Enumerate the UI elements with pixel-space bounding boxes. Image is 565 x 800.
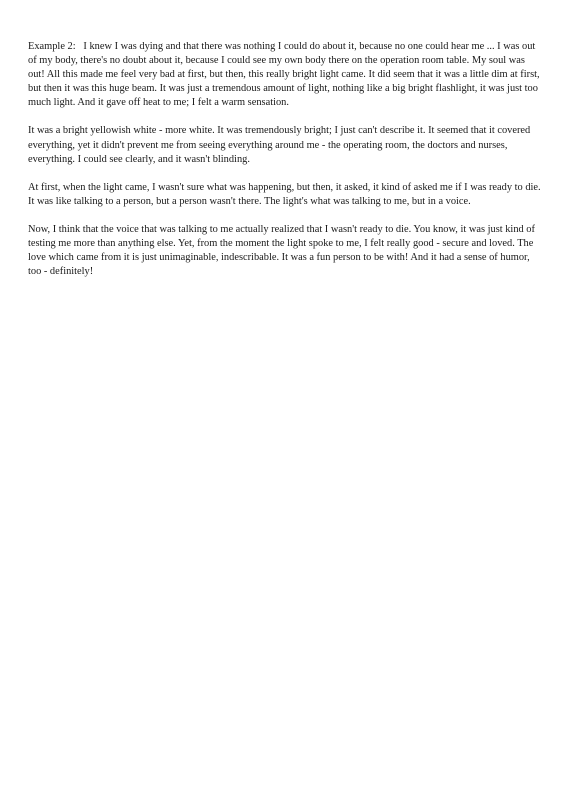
- paragraph-3: At first, when the light came, I wasn't sure what was happening, but then, it asked, it kind of asked me if I was ready to die. It was like talking to a person, but a person wasn't there. The light's what was talking to me, but in a voice.: [28, 181, 541, 207]
- paragraph-1: [28, 40, 543, 110]
- example-label: Example 2:: [28, 41, 84, 52]
- paragraph-1-text: I knew I was dying and that there was nothing I could do about it, because no one could hear me ... I was out of my body, there's no doubt about it, because I could see my own body there on the operation room table. My soul was out! All this made me feel very bad at first, but then, this really bright light came. It did seem that it was a little dim at first, but then it was this huge beam. It was just a tremendous amount of light, nothing like a big bright flashlight, it was just too much light. And it gave off heat to me; I felt a warm sensation.: [28, 41, 540, 109]
- paragraph-4: Now, I think that the voice that was talking to me actually realized that I wasn't ready to die. You know, it was just kind of testing me more than anything else. Yet, from the moment the light spoke to me, I felt really good - secure and loved. The love which came from it is just unimaginable, indescribable. It was a fun person to be with! And it had a sense of humor, too - definitely!: [28, 223, 535, 278]
- paragraph-2: It was a bright yellowish white - more white. It was tremendously bright; I just can't describe it. It seemed that it covered everything, yet it didn't prevent me from seeing everything around me - the operating room, the doctors and nurses, everything. I could see clearly, and it wasn't blinding.: [28, 125, 531, 165]
- document-body: [28, 40, 543, 293]
